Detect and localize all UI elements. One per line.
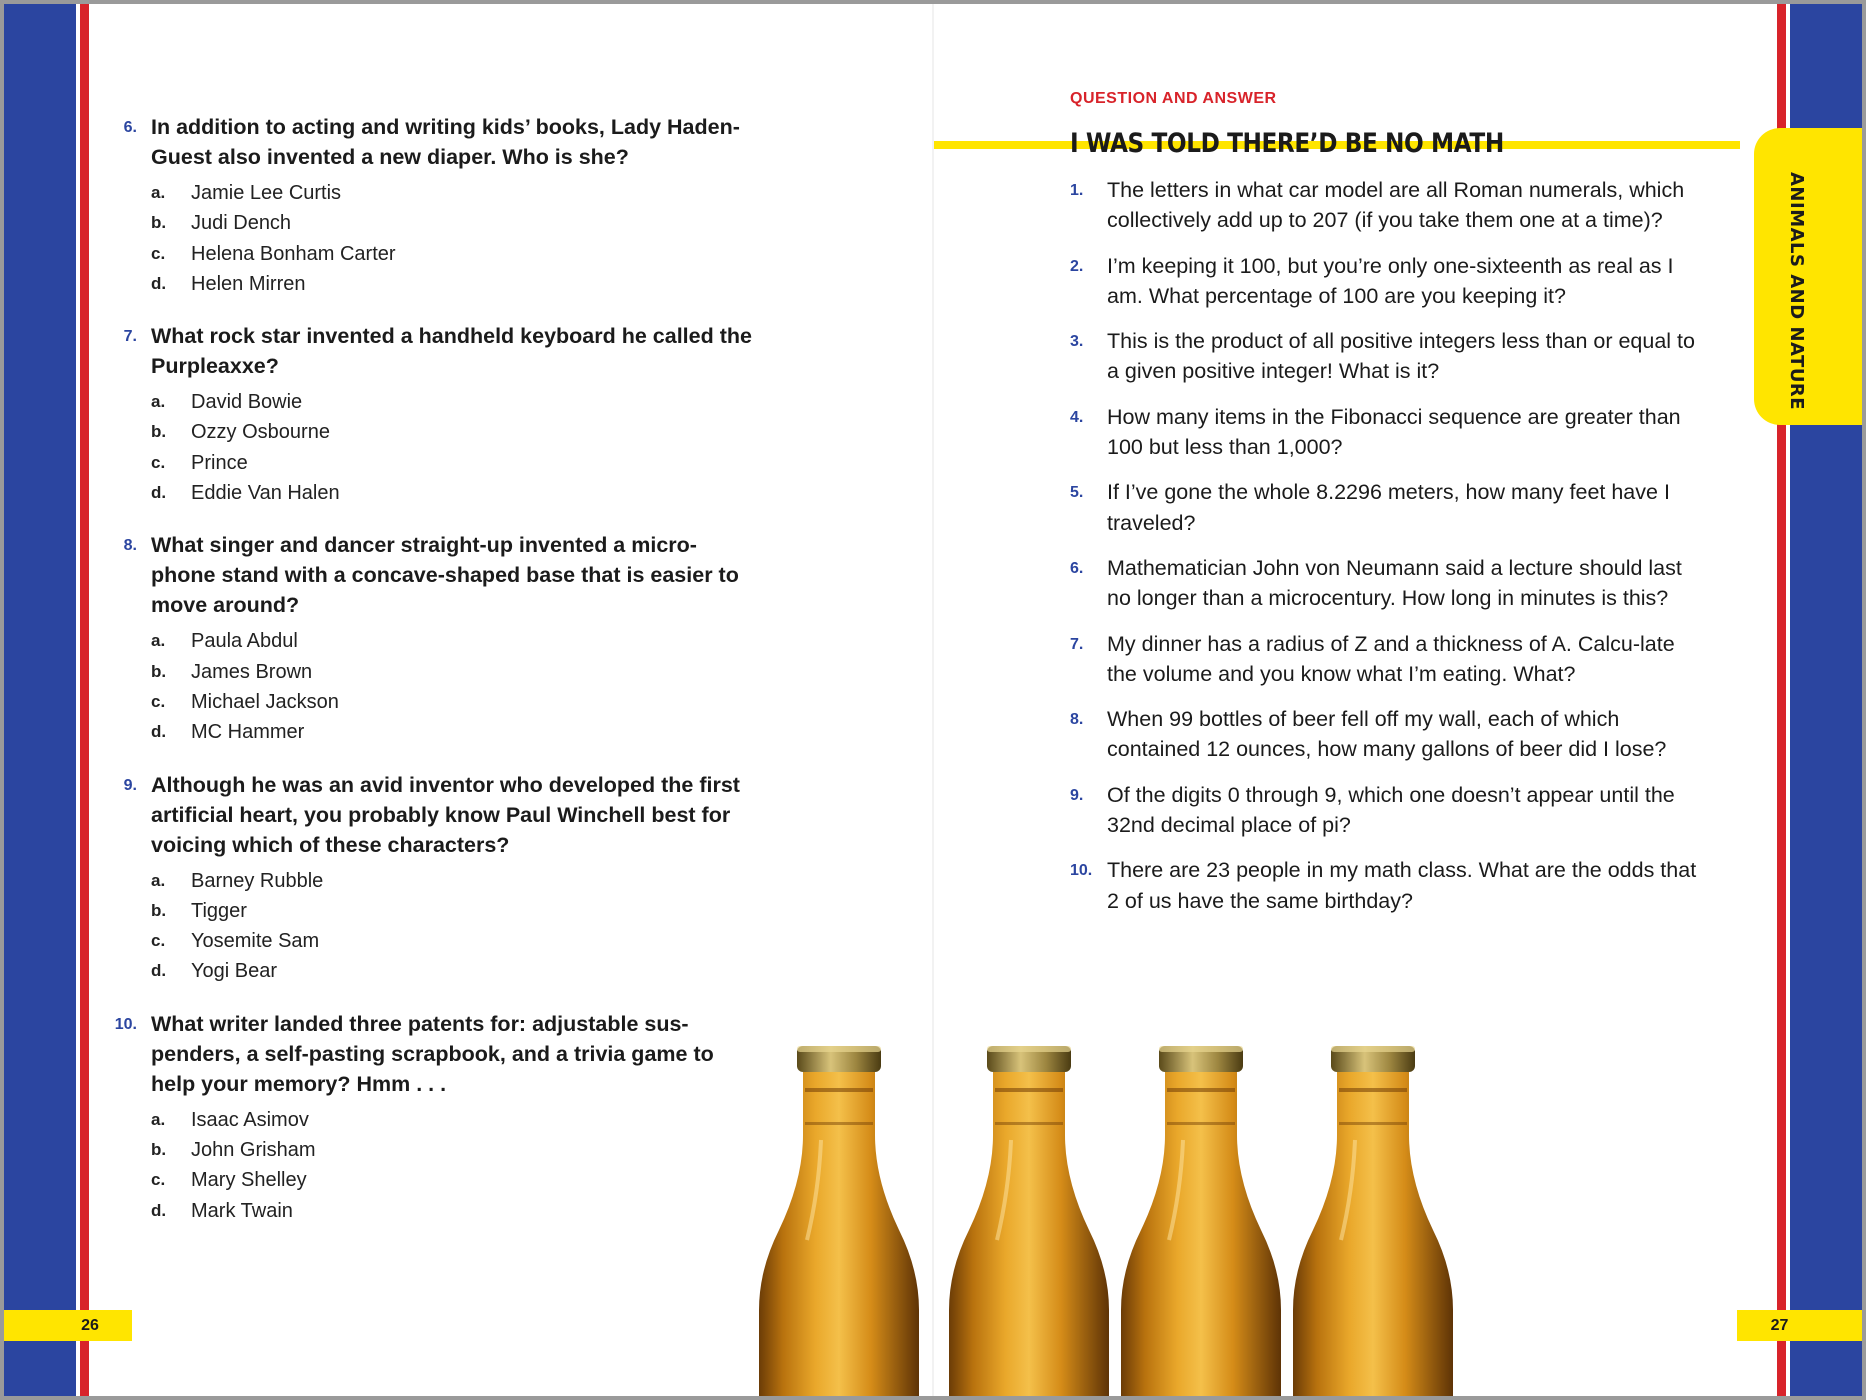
- answer-choice: [151, 896, 754, 926]
- math-question: [1060, 326, 1700, 387]
- beer-bottle: [1121, 1046, 1281, 1396]
- answer-choice: [151, 178, 754, 208]
- math-question: [1060, 477, 1700, 538]
- question-number: 4.: [1070, 408, 1084, 426]
- question-text: This is the product of all positive integers less than or equal to a given positive integer! What is it?: [1107, 329, 1695, 384]
- math-question: [1060, 553, 1700, 614]
- choice-letter: d.: [151, 483, 167, 503]
- beer-bottles-icon: [759, 1040, 1469, 1396]
- section-tab-label: ANIMALS AND NATURE: [1786, 172, 1807, 411]
- book-spread: [4, 4, 1862, 1396]
- choice-text: James Brown: [191, 660, 313, 683]
- answer-choice: [151, 866, 754, 896]
- left-blue-border: [4, 4, 76, 1396]
- answer-choice: [151, 239, 754, 269]
- choice-text: Prince: [191, 451, 248, 474]
- math-question: [1060, 629, 1700, 690]
- question-number: 7.: [1070, 635, 1084, 653]
- choice-letter: a.: [151, 392, 166, 412]
- math-question: [1060, 855, 1700, 916]
- choice-text: Yogi Bear: [191, 960, 277, 983]
- question-number: 9.: [123, 776, 137, 794]
- choice-text: Yosemite Sam: [191, 930, 320, 953]
- answer-choices: [151, 387, 754, 508]
- choice-letter: a.: [151, 1109, 166, 1129]
- choice-text: Eddie Van Halen: [191, 482, 340, 505]
- answer-choices: [151, 626, 754, 747]
- answer-choice: [151, 1105, 754, 1135]
- answer-choice: [151, 926, 754, 956]
- choice-letter: d.: [151, 1200, 167, 1220]
- choice-text: Barney Rubble: [191, 869, 324, 892]
- question-text: My dinner has a radius of Z and a thickness of A. Calcu-late the volume and you know what I’m eating. What?: [1107, 631, 1675, 686]
- question-text: How many items in the Fibonacci sequence are greater than 100 but less than 1,000?: [1107, 404, 1681, 460]
- answer-choices: [151, 178, 754, 299]
- choice-text: Ozzy Osbourne: [191, 421, 330, 444]
- question-number: 7.: [123, 328, 137, 346]
- section-kicker: QUESTION AND ANSWER: [1070, 90, 1277, 107]
- question-number: 9.: [1070, 786, 1084, 804]
- choice-letter: c.: [151, 452, 166, 472]
- answer-choice: [151, 1135, 754, 1165]
- question-item: [114, 530, 754, 620]
- choice-text: Tigger: [191, 899, 247, 922]
- question-number: 5.: [1070, 484, 1084, 502]
- question-text: Mathematician John von Neumann said a lecture should last no longer than a microcentury. How long in minutes is this?: [1107, 555, 1682, 611]
- right-page-questions: [1060, 175, 1700, 931]
- page-number-left: 26: [4, 1310, 132, 1341]
- question-text: The letters in what car model are all Roman numerals, which collectively add up to 207 (if you take them one at a time)?: [1107, 178, 1685, 233]
- answer-choice: [151, 717, 754, 747]
- answer-choice: [151, 1196, 754, 1226]
- question-text: Of the digits 0 through 9, which one doesn’t appear until the 32nd decimal place of pi?: [1107, 782, 1675, 838]
- choice-text: Helen Mirren: [191, 272, 306, 295]
- choice-letter: d.: [151, 961, 167, 981]
- choice-letter: a.: [151, 631, 166, 651]
- answer-choice: [151, 687, 754, 717]
- answer-choice: [151, 417, 754, 447]
- answer-choice: [151, 1165, 754, 1195]
- question-number: 6.: [123, 119, 137, 136]
- math-question: [1060, 402, 1700, 463]
- answer-choice: [151, 478, 754, 508]
- question-text: In addition to acting and writing kids’ books, Lady Haden-Guest also invented a new diaper. Who is she?: [151, 115, 740, 169]
- answer-choices: [151, 866, 754, 987]
- question-text: There are 23 people in my math class. What are the odds that 2 of us have the same birthday?: [1107, 858, 1697, 913]
- answer-choice: [151, 269, 754, 299]
- question-text: If I’ve gone the whole 8.2296 meters, how many feet have I traveled?: [1107, 480, 1670, 535]
- choice-text: Judi Dench: [191, 212, 292, 235]
- question-text: When 99 bottles of beer fell off my wall, each of which contained 12 ounces, how many gallons of beer did I lose?: [1107, 707, 1667, 762]
- choice-letter: b.: [151, 1140, 167, 1160]
- choice-text: Jamie Lee Curtis: [191, 182, 342, 204]
- choice-letter: a.: [151, 870, 166, 890]
- question-item: [114, 1009, 754, 1099]
- answer-choice: [151, 387, 754, 417]
- choice-text: Mark Twain: [191, 1199, 293, 1222]
- page-number-right: 27: [1737, 1310, 1862, 1341]
- choice-letter: b.: [151, 661, 167, 681]
- question-text: What singer and dancer straight-up invented a micro-phone stand with a concave-shaped base that is easier to move around?: [151, 533, 739, 618]
- answer-choice: [151, 657, 754, 687]
- choice-text: Michael Jackson: [191, 690, 339, 713]
- question-number: 3.: [1070, 333, 1084, 351]
- question-item: [114, 112, 754, 172]
- choice-text: Helena Bonham Carter: [191, 242, 396, 265]
- question-text: Although he was an avid inventor who developed the first artificial heart, you probably know Paul Winchell best for voicing which of these characters?: [151, 772, 740, 857]
- question-number: 8.: [1070, 711, 1084, 729]
- choice-letter: d.: [151, 273, 167, 293]
- question-text: I’m keeping it 100, but you’re only one-sixteenth as real as I am. What percentage of 100 are you keeping it?: [1107, 253, 1674, 308]
- question-number: 10.: [1070, 862, 1093, 880]
- math-question: [1060, 175, 1700, 236]
- question-number: 2.: [1070, 257, 1084, 275]
- math-question: [1060, 780, 1700, 841]
- question-number: 8.: [123, 537, 137, 555]
- choice-letter: c.: [151, 931, 166, 951]
- answer-choices: [151, 1105, 754, 1226]
- question-number: 6.: [1070, 559, 1084, 577]
- math-question: [1060, 251, 1700, 312]
- question-item: [114, 321, 754, 381]
- page-title: I WAS TOLD THERE’D BE NO MATH: [1070, 128, 1504, 159]
- question-number: 10.: [114, 1015, 137, 1033]
- beer-bottle: [759, 1046, 919, 1396]
- choice-letter: d.: [151, 722, 167, 742]
- answer-choice: [151, 626, 754, 656]
- choice-letter: c.: [151, 243, 166, 263]
- answer-choice: [151, 956, 754, 986]
- choice-letter: b.: [151, 213, 167, 233]
- choice-text: MC Hammer: [191, 721, 305, 744]
- question-item: [114, 770, 754, 860]
- beer-bottle: [1293, 1046, 1453, 1396]
- question-number: 1.: [1070, 182, 1084, 199]
- choice-letter: c.: [151, 691, 166, 711]
- choice-letter: b.: [151, 900, 167, 920]
- choice-letter: a.: [151, 183, 166, 202]
- question-text: What rock star invented a handheld keyboard he called the Purpleaxxe?: [151, 324, 752, 379]
- choice-text: Mary Shelley: [191, 1169, 307, 1192]
- left-red-stripe: [80, 4, 89, 1396]
- choice-letter: b.: [151, 422, 167, 442]
- beer-bottle: [949, 1046, 1109, 1396]
- section-tab: [1754, 128, 1862, 425]
- question-text: What writer landed three patents for: adjustable sus-penders, a self-pasting scrapbook, and a trivia game to help your memory? Hmm . . .: [151, 1011, 714, 1096]
- choice-text: David Bowie: [191, 391, 303, 414]
- left-white-stripe-inner: [89, 4, 92, 1396]
- math-question: [1060, 704, 1700, 765]
- choice-text: Paula Abdul: [191, 630, 298, 653]
- choice-text: Isaac Asimov: [191, 1108, 309, 1131]
- choice-text: John Grisham: [191, 1139, 316, 1162]
- answer-choice: [151, 448, 754, 478]
- left-page-questions: [114, 112, 754, 1248]
- answer-choice: [151, 208, 754, 238]
- choice-letter: c.: [151, 1170, 166, 1190]
